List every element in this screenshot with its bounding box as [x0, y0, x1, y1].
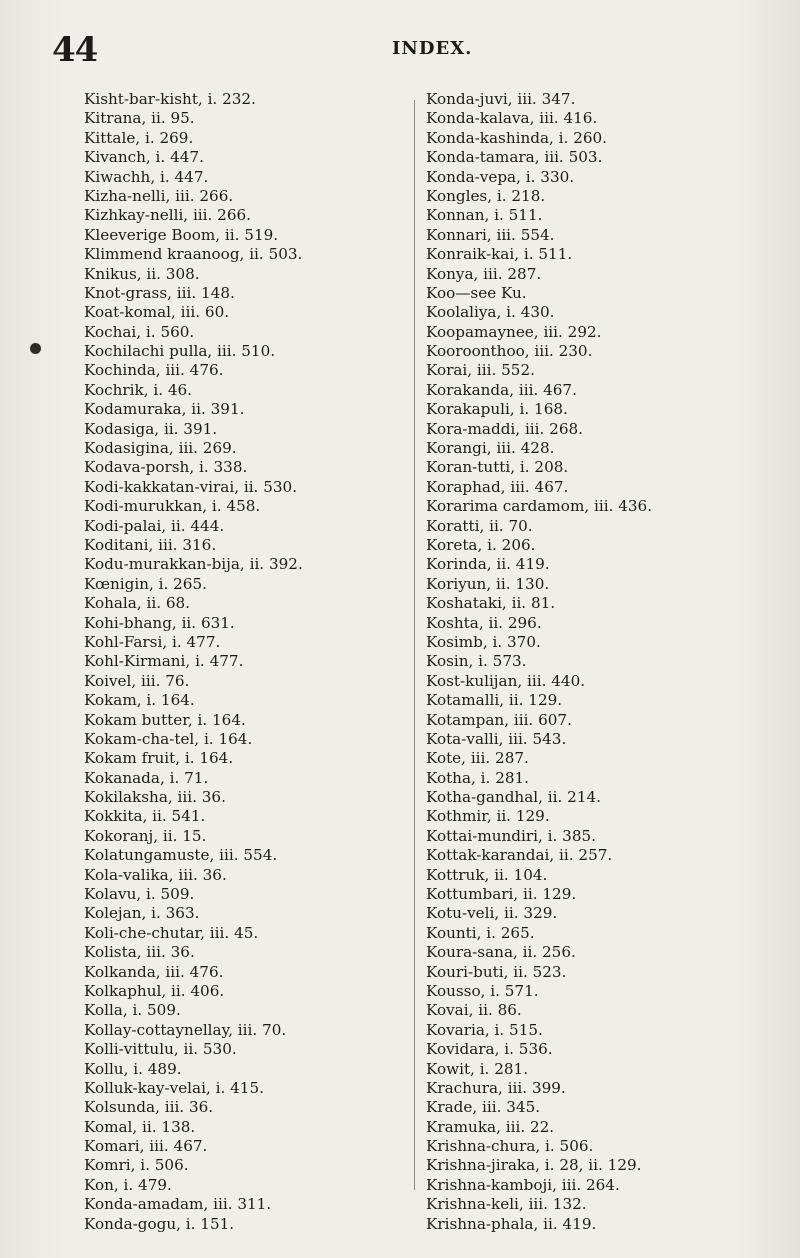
index-column-left — [84, 90, 404, 1234]
index-entry: Kizha-nelli, iii. 266. — [84, 186, 234, 205]
index-entry: Kivanch, i. 447. — [84, 148, 204, 167]
index-entry: Kousso, i. 571. — [426, 981, 539, 1000]
index-entry: Kokkita, ii. 541. — [84, 807, 206, 826]
index-entry: Korangi, iii. 428. — [426, 439, 555, 458]
index-entry: Kote, iii. 287. — [426, 749, 529, 768]
index-entry: Kochilachi pulla, iii. 510. — [84, 342, 276, 361]
index-entry: Knikus, ii. 308. — [84, 264, 200, 283]
index-entry: Kottumbari, ii. 129. — [426, 885, 577, 904]
index-entry: Koopamaynee, iii. 292. — [426, 322, 602, 341]
index-entry: Kohi-bhang, ii. 631. — [84, 613, 235, 632]
index-entry: Kowit, i. 281. — [426, 1059, 529, 1078]
index-entry: Kodi-palai, ii. 444. — [84, 516, 225, 535]
index-entry: Kora-maddi, iii. 268. — [426, 419, 583, 438]
index-entry: Konda-kashinda, i. 260. — [426, 128, 608, 147]
column-divider — [414, 100, 415, 1190]
index-entry: Kosin, i. 573. — [426, 652, 527, 671]
index-entry: Kouri-buti, ii. 523. — [426, 962, 567, 981]
index-entry: Krishna-kamboji, iii. 264. — [426, 1175, 620, 1194]
index-entry: Krishna-keli, iii. 132. — [426, 1195, 587, 1214]
index-entry: Kochai, i. 560. — [84, 322, 195, 341]
index-entry: Koshta, ii. 296. — [426, 613, 542, 632]
index-entry: Koivel, iii. 76. — [84, 671, 190, 690]
index-entry: Kottak-karandai, ii. 257. — [426, 846, 613, 865]
index-entry: Kolavu, i. 509. — [84, 885, 195, 904]
index-entry: Kongles, i. 218. — [426, 186, 546, 205]
index-entry: Koolaliya, i. 430. — [426, 303, 555, 322]
index-entry: Krishna-chura, i. 506. — [426, 1137, 594, 1156]
index-entry: Konda-tamara, iii. 503. — [426, 148, 603, 167]
index-entry: Kollay-cottaynellay, iii. 70. — [84, 1020, 287, 1039]
index-entry: Kolsunda, iii. 36. — [84, 1098, 214, 1117]
index-entry: Kokanada, i. 71. — [84, 768, 209, 787]
index-entry: Konda-juvi, iii. 347. — [426, 90, 576, 108]
index-entry: Kodu-murakkan-bija, ii. 392. — [84, 555, 303, 574]
index-entry: Kolla, i. 509. — [84, 1001, 181, 1020]
index-entry: Koo—see Ku. — [426, 283, 527, 302]
index-entry: Kooroonthoo, iii. 230. — [426, 342, 593, 361]
index-entry: Koriyun, ii. 130. — [426, 574, 550, 593]
index-entry: Konnan, i. 511. — [426, 206, 543, 225]
index-entry: Korinda, ii. 419. — [426, 555, 550, 574]
index-entry: Kokoranj, ii. 15. — [84, 826, 207, 845]
index-entry: Konda-vepa, i. 330. — [426, 167, 575, 186]
index-entry: Koshataki, ii. 81. — [426, 594, 556, 613]
index-entry: Kohl-Farsi, i. 477. — [84, 632, 221, 651]
index-entry: Kolluk-kay-velai, i. 415. — [84, 1078, 264, 1097]
index-entry: Kokam-cha-tel, i. 164. — [84, 729, 253, 748]
index-entry: Kochrik, i. 46. — [84, 380, 193, 399]
index-entry: Koran-tutti, i. 208. — [426, 458, 569, 477]
index-entry: Kœnigin, i. 265. — [84, 574, 207, 593]
index-entry: Kokam, i. 164. — [84, 691, 195, 710]
index-entry: Kodamuraka, ii. 391. — [84, 400, 245, 419]
index-entry: Krishna-jiraka, i. 28, ii. 129. — [426, 1156, 642, 1175]
index-entry: Kodasiga, ii. 391. — [84, 419, 218, 438]
index-entry: Koat-komal, iii. 60. — [84, 303, 230, 322]
index-entry: Kottruk, ii. 104. — [426, 865, 548, 884]
index-entry: Kovidara, i. 536. — [426, 1040, 553, 1059]
index-entry: Kizhkay-nelli, iii. 266. — [84, 206, 251, 225]
index-entry: Konya, iii. 287. — [426, 264, 542, 283]
index-entry: Kotha-gandhal, ii. 214. — [426, 788, 601, 807]
index-entry: Kramuka, iii. 22. — [426, 1117, 555, 1136]
index-entry: Kodi-kakkatan-virai, ii. 530. — [84, 477, 298, 496]
index-entry: Kotu-veli, ii. 329. — [426, 904, 558, 923]
index-entry: Kohl-Kirmani, i. 477. — [84, 652, 244, 671]
index-entry: Kolkanda, iii. 476. — [84, 962, 224, 981]
index-entry: Kottai-mundiri, i. 385. — [426, 826, 596, 845]
binding-hole-mark — [30, 343, 41, 354]
index-entry: Kodava-porsh, i. 338. — [84, 458, 248, 477]
index-entry: Kittale, i. 269. — [84, 128, 194, 147]
index-entry: Kitrana, ii. 95. — [84, 109, 195, 128]
index-entry: Kounti, i. 265. — [426, 923, 535, 942]
page-number: 44 — [52, 30, 98, 70]
index-entry: Krishna-phala, ii. 419. — [426, 1214, 597, 1233]
index-entry: Kon, i. 479. — [84, 1175, 172, 1194]
index-entry: Konnari, iii. 554. — [426, 225, 555, 244]
index-entry: Kosimb, i. 370. — [426, 632, 541, 651]
index-entry: Kolista, iii. 36. — [84, 943, 195, 962]
index-entry: Konraik-kai, i. 511. — [426, 245, 573, 264]
index-entry: Korakapuli, i. 168. — [426, 400, 568, 419]
running-head: INDEX. — [392, 38, 473, 59]
index-entry: Kleeverige Boom, ii. 519. — [84, 225, 279, 244]
index-entry: Knot-grass, iii. 148. — [84, 283, 235, 302]
index-entry: Kollu, i. 489. — [84, 1059, 182, 1078]
index-entry: Kodasigina, iii. 269. — [84, 439, 237, 458]
index-entry: Kohala, ii. 68. — [84, 594, 191, 613]
index-entry: Kisht-bar-kisht, i. 232. — [84, 90, 256, 108]
index-entry: Krade, iii. 345. — [426, 1098, 541, 1117]
index-entry: Klimmend kraanoog, ii. 503. — [84, 245, 303, 264]
index-entry: Koura-sana, ii. 256. — [426, 943, 576, 962]
index-entry: Komri, i. 506. — [84, 1156, 189, 1175]
index-entry: Kotampan, iii. 607. — [426, 710, 572, 729]
index-entry: Koli-che-chutar, iii. 45. — [84, 923, 259, 942]
index-entry: Korakanda, iii. 467. — [426, 380, 577, 399]
index-entry: Kothmir, ii. 129. — [426, 807, 550, 826]
index-entry: Kota-valli, iii. 543. — [426, 729, 567, 748]
index-entry: Kochinda, iii. 476. — [84, 361, 224, 380]
index-entry: Kost-kulijan, iii. 440. — [426, 671, 586, 690]
index-entry: Konda-amadam, iii. 311. — [84, 1195, 272, 1214]
index-entry: Kola-valika, iii. 36. — [84, 865, 227, 884]
index-entry: Kodi-murukkan, i. 458. — [84, 497, 261, 516]
index-entry: Kovaria, i. 515. — [426, 1020, 543, 1039]
index-entry: Kolkaphul, ii. 406. — [84, 981, 225, 1000]
index-entry: Kolatungamuste, iii. 554. — [84, 846, 278, 865]
index-entry: Kokam fruit, i. 164. — [84, 749, 234, 768]
index-entry: Krachura, iii. 399. — [426, 1078, 566, 1097]
index-entry: Koreta, i. 206. — [426, 535, 536, 554]
index-entry: Kolli-vittulu, ii. 530. — [84, 1040, 237, 1059]
index-entry: Kovai, ii. 86. — [426, 1001, 522, 1020]
index-entry: Kotha, i. 281. — [426, 768, 530, 787]
index-entry: Komal, ii. 138. — [84, 1117, 196, 1136]
index-entry: Kotamalli, ii. 129. — [426, 691, 563, 710]
index-entry: Koraphad, iii. 467. — [426, 477, 569, 496]
index-entry: Kolejan, i. 363. — [84, 904, 200, 923]
index-entry: Konda-kalava, iii. 416. — [426, 109, 598, 128]
index-entry: Korai, iii. 552. — [426, 361, 535, 380]
index-entry: Kokilaksha, iii. 36. — [84, 788, 226, 807]
index-column-right — [426, 90, 776, 1234]
index-entry: Koratti, ii. 70. — [426, 516, 533, 535]
index-entry: Konda-gogu, i. 151. — [84, 1214, 235, 1233]
index-entry: Kokam butter, i. 164. — [84, 710, 246, 729]
index-entry: Korarima cardamom, iii. 436. — [426, 497, 653, 516]
index-entry: Komari, iii. 467. — [84, 1137, 208, 1156]
index-entry: Koditani, iii. 316. — [84, 535, 217, 554]
index-entry: Kiwachh, i. 447. — [84, 167, 209, 186]
